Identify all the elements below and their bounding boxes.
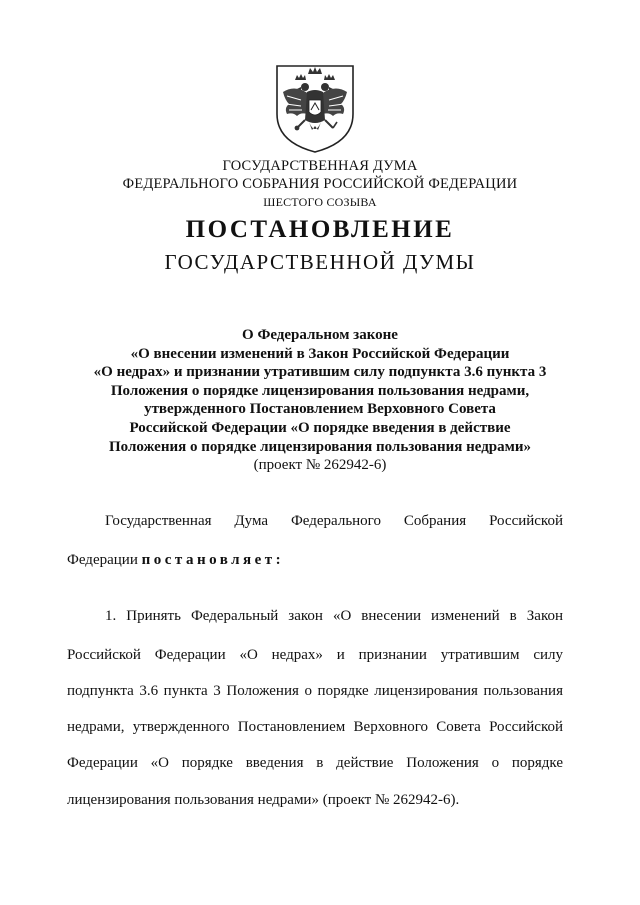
document-type: ПОСТАНОВЛЕНИЕ xyxy=(185,216,455,243)
paragraph-line: 1. Принять Федеральный закон «О внесении изменений в Закон xyxy=(105,608,563,624)
paragraph-line: Российской Федерации «О недрах» и признании утратившим силу xyxy=(67,647,563,663)
coat-of-arms-icon xyxy=(271,62,359,154)
paragraph-line: подпункта 3.6 пункта 3 Положения о порядке лицензирования пользования xyxy=(67,683,563,699)
subject-line: утвержденного Постановлением Верховного Совета xyxy=(144,401,496,418)
subject-line: Положения о порядке лицензирования пользования недрами, xyxy=(110,382,530,399)
preamble-line xyxy=(67,550,563,570)
decree-word: постановляет: xyxy=(141,552,285,568)
preamble-prefix: Федерации xyxy=(67,552,142,568)
convocation-title: ШЕСТОГО СОЗЫВА xyxy=(263,195,377,209)
subject-line: Российской Федерации «О порядке введения в действие xyxy=(129,419,511,436)
duma-title: ГОСУДАРСТВЕННАЯ ДУМА xyxy=(222,158,418,174)
document-subject xyxy=(60,326,580,475)
subject-line: «О внесении изменений в Закон Российской Федерации xyxy=(130,345,510,362)
paragraph-line: лицензирования пользования недрами» (проект № 262942-6). xyxy=(67,792,460,808)
document-issuer: ГОСУДАРСТВЕННОЙ ДУМЫ xyxy=(164,250,476,274)
subject-line: Положения о порядке лицензирования пользования недрами» xyxy=(108,438,531,455)
preamble-line: Государственная Дума Федерального Собрания Российской xyxy=(105,513,563,529)
paragraph-line: Федерации «О порядке введения в действие Положения о порядке xyxy=(67,755,563,771)
federal-assembly-title: ФЕДЕРАЛЬНОГО СОБРАНИЯ РОССИЙСКОЙ ФЕДЕРАЦИИ xyxy=(122,176,518,192)
paragraph-line: недрами, утвержденного Постановлением Верховного Совета Российской xyxy=(67,719,563,735)
subject-line: «О недрах» и признании утратившим силу подпункта 3.6 пункта 3 xyxy=(93,364,547,381)
project-number: (проект № 262942-6) xyxy=(253,457,387,474)
subject-line: О Федеральном законе xyxy=(242,327,398,343)
